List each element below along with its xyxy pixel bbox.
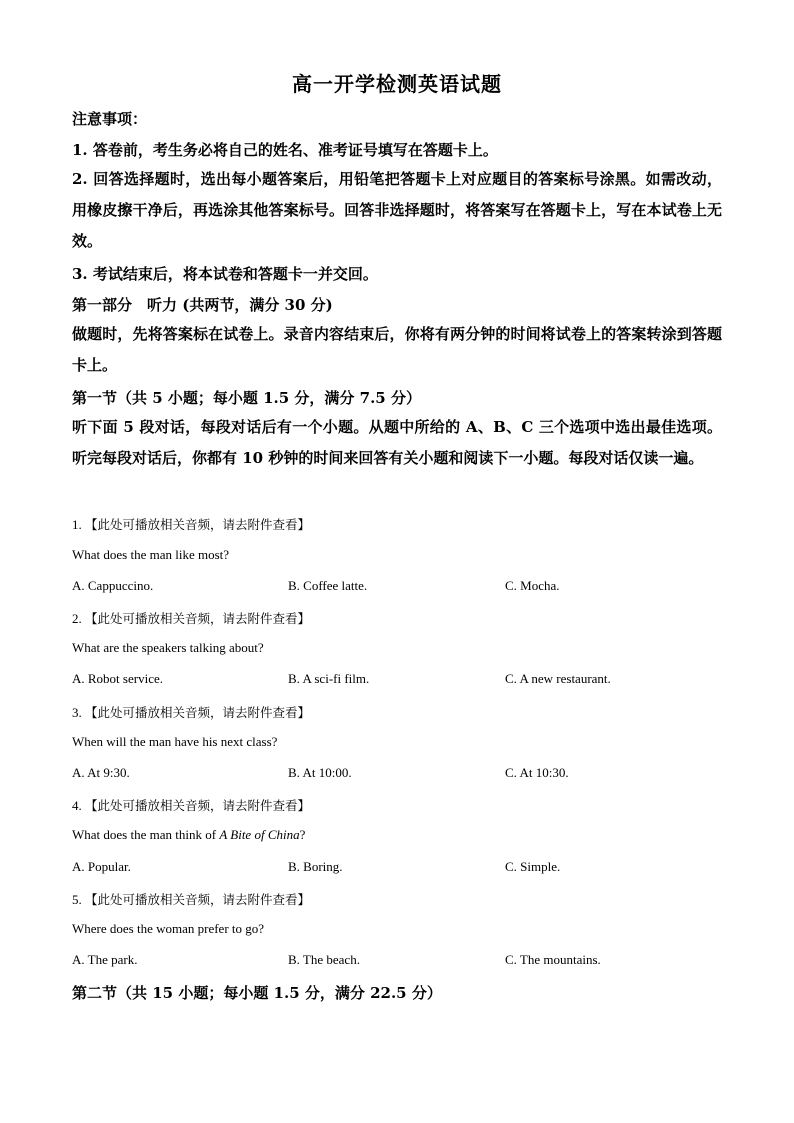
question-4-option-a: A. Popular. <box>72 859 131 874</box>
question-2-audio <box>72 609 310 627</box>
notice-item-2: 2. 回答选择题时，选出每小题答案后，用铅笔把答题卡上对应题目的答案标号涂黑。如需改动，用橡皮擦干净后，再选涂其他答案标号。回答非选择题时，将答案写在答题卡上，写在本试卷上无效。 <box>72 170 722 250</box>
question-number: 2. <box>72 611 82 626</box>
audio-placeholder[interactable]: 【此处可播放相关音频，请去附件查看】 <box>85 892 311 907</box>
question-2-option-a: A. Robot service. <box>72 671 163 686</box>
question-4-option-c: C. Simple. <box>505 859 561 874</box>
notice-item-1: 1. 答卷前，考生务必将自己的姓名、准考证号填写在答题卡上。 <box>72 141 498 159</box>
question-5-option-a: A. The park. <box>72 952 138 967</box>
audio-placeholder[interactable]: 【此处可播放相关音频，请去附件查看】 <box>85 611 311 626</box>
question-5-option-b: B. The beach. <box>288 952 360 967</box>
question-1-option-b: B. Coffee latte. <box>288 578 368 593</box>
notice-item-3: 3. 考试结束后，将本试卷和答题卡一并交回。 <box>72 265 378 283</box>
question-3-option-a: A. At 9:30. <box>72 765 130 780</box>
page-title: 高一开学检测英语试题 <box>292 72 502 96</box>
question-number: 1. <box>72 517 82 532</box>
audio-placeholder[interactable]: 【此处可播放相关音频，请去附件查看】 <box>85 798 311 813</box>
audio-placeholder[interactable]: 【此处可播放相关音频，请去附件查看】 <box>85 517 311 532</box>
section1-instructions: 听下面 5 段对话，每段对话后有一个小题。从题中所给的 A、B、C 三个选项中选出最佳选项。听完每段对话后，你都有 10 秒钟的时间来回答有关小题和阅读下一小题。每段对话仅读一遍。 <box>72 418 722 467</box>
stem-end: ? <box>299 827 306 842</box>
audio-placeholder[interactable]: 【此处可播放相关音频，请去附件查看】 <box>85 705 311 720</box>
section2-heading: 第二节（共 15 小题；每小题 1.5 分，满分 22.5 分） <box>72 984 442 1002</box>
question-1-option-c: C. Mocha. <box>505 578 560 593</box>
question-3-option-c: C. At 10:30. <box>505 765 569 780</box>
question-4-stem <box>72 827 305 843</box>
notice-heading: 注意事项： <box>72 110 148 128</box>
stem-text: What does the man think of <box>72 827 220 842</box>
question-number: 5. <box>72 892 82 907</box>
section1-heading: 第一节（共 5 小题；每小题 1.5 分，满分 7.5 分） <box>72 389 421 407</box>
question-number: 4. <box>72 798 82 813</box>
question-1-option-a: A. Cappuccino. <box>72 578 154 593</box>
stem-title: A Bite of China <box>219 827 300 842</box>
question-5-stem: Where does the woman prefer to go? <box>72 921 265 936</box>
question-3-audio <box>72 703 310 721</box>
question-4-option-b: B. Boring. <box>288 859 343 874</box>
question-number: 3. <box>72 705 82 720</box>
question-3-option-b: B. At 10:00. <box>288 765 352 780</box>
question-2-option-c: C. A new restaurant. <box>505 671 611 686</box>
question-4-audio <box>72 796 310 814</box>
question-3-stem: When will the man have his next class? <box>72 734 278 749</box>
question-2-stem: What are the speakers talking about? <box>72 640 264 655</box>
part1-instructions: 做题时，先将答案标在试卷上。录音内容结束后，你将有两分钟的时间将试卷上的答案转涂到答题卡上。 <box>72 325 722 374</box>
question-5-audio <box>72 890 310 908</box>
question-5-option-c: C. The mountains. <box>505 952 601 967</box>
question-1-stem: What does the man like most? <box>72 547 230 562</box>
part1-heading: 第一部分 听力 (共两节，满分 30 分) <box>72 296 333 314</box>
question-2-option-b: B. A sci-fi film. <box>288 671 370 686</box>
question-1-audio <box>72 515 310 533</box>
